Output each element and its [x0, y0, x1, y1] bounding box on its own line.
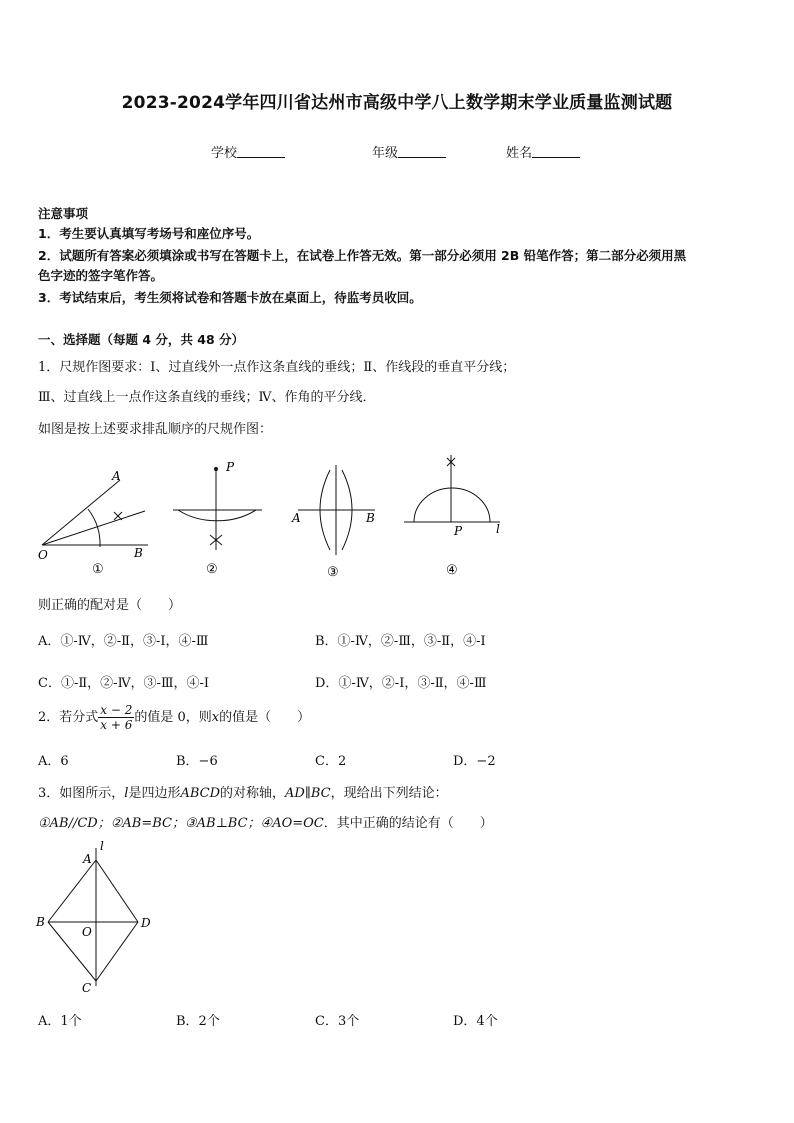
q2-var: x	[211, 710, 220, 725]
figure-1-angle-bisector	[42, 480, 148, 547]
bisector-ray	[42, 511, 145, 545]
fig1-number: ①	[92, 562, 104, 577]
q2-denominator: x + 6	[100, 718, 133, 732]
q3-conclusion-4: ；④AO=OC	[247, 816, 324, 831]
q3-option-a[interactable]: A．1个	[38, 1014, 82, 1029]
figure-2-perpendicular-external	[173, 469, 262, 550]
q3-option-d[interactable]: D．4个	[453, 1014, 498, 1029]
kite-label-c: C	[82, 981, 92, 995]
notes-heading: 注意事项	[38, 206, 89, 221]
semicircle-arc	[414, 488, 490, 522]
q2-option-a[interactable]: A．6	[38, 754, 69, 769]
q3-line2-suffix: ．其中正确的结论有（ ）	[323, 816, 493, 831]
q2-option-c[interactable]: C．2	[315, 754, 347, 769]
q3-line2	[38, 812, 493, 831]
fig4-label-p: P	[454, 524, 463, 538]
figure-4-perpendicular-on-line	[404, 455, 500, 522]
q1-line1: 1．尺规作图要求：Ⅰ、过直线外一点作这条直线的垂线；Ⅱ、作线段的垂直平分线；	[38, 360, 516, 375]
fig1-label-a: A	[112, 469, 121, 483]
fig1-label-o: O	[38, 548, 48, 562]
q1-question: 则正确的配对是（ ）	[38, 598, 182, 613]
name-field[interactable]	[506, 142, 580, 161]
note-item-3: 3．考试结束后，考生须将试卷和答题卡放在桌面上，待监考员收回。	[38, 290, 422, 305]
fig4-label-l: l	[496, 522, 500, 536]
q2-suffix: 的值是（ ）	[219, 710, 311, 725]
q2-mid: 的值是 0，则	[134, 710, 212, 725]
side-ad	[96, 860, 138, 922]
note-item-2: 2．试题所有答案必须填涂或书写在答题卡上，在试卷上作答无效。第一部分必须用 2B 铅笔作答；第二部分必须用黑	[38, 248, 687, 263]
q3-option-c[interactable]: C．3个	[315, 1014, 360, 1029]
q3-option-b[interactable]: B．2个	[176, 1014, 220, 1029]
q1-line2: Ⅲ、过直线上一点作这条直线的垂线；Ⅳ、作角的平分线．	[38, 390, 376, 405]
grade-field[interactable]	[372, 142, 446, 161]
section-heading: 一、选择题（每题 4 分，共 48 分）	[38, 332, 245, 347]
q2-numerator: x − 2	[100, 703, 133, 717]
grade-blank[interactable]	[398, 145, 446, 158]
fig1-label-b: B	[134, 546, 143, 560]
ray-oa	[42, 480, 120, 545]
figure-3-perpendicular-bisector	[298, 465, 375, 555]
page-title: 2023-2024学年四川省达州市高级中学八上数学期末学业质量监测试题	[121, 93, 673, 113]
q3-adbc: AD∥BC	[285, 786, 331, 801]
arc-lower	[178, 510, 256, 521]
q3-line1	[38, 782, 448, 801]
q3-l: l	[124, 786, 129, 801]
q2-stem	[38, 703, 310, 732]
grade-label: 年级	[372, 146, 399, 161]
fig2-point-p	[214, 467, 218, 471]
q1-option-b[interactable]: B．①-Ⅳ，②-Ⅲ，③-Ⅱ，④-Ⅰ	[315, 634, 486, 649]
q3-abcd: ABCD	[180, 786, 221, 801]
q2-option-d[interactable]: D．−2	[453, 754, 496, 769]
q3-kite-figure	[30, 838, 170, 998]
fig4-number: ④	[446, 563, 458, 578]
q3-conclusion-2: ；②AB=BC	[97, 816, 172, 831]
q3-suffix: ，现给出下列结论：	[330, 786, 448, 801]
q1-option-a[interactable]: A．①-Ⅳ，②-Ⅱ，③-Ⅰ，④-Ⅲ	[38, 634, 209, 649]
kite-label-a: A	[83, 852, 92, 866]
side-ab	[48, 860, 96, 922]
kite-label-o: O	[82, 925, 92, 939]
fig3-label-b: B	[366, 511, 375, 525]
name-blank[interactable]	[532, 145, 580, 158]
q3-mid: 是四边形	[128, 786, 181, 801]
school-field[interactable]	[211, 142, 285, 161]
fig2-label-p: P	[226, 460, 235, 474]
fig3-number: ③	[327, 565, 339, 580]
q3-prefix: 3．如图所示，	[38, 786, 125, 801]
note-item-1: 1．考生要认真填写考场号和座位序号。	[38, 226, 260, 241]
fig3-label-a: A	[292, 511, 301, 525]
name-label: 姓名	[506, 146, 533, 161]
q2-fraction	[98, 703, 134, 732]
fig2-number: ②	[206, 562, 218, 577]
q1-option-d[interactable]: D．①-Ⅳ，②-Ⅰ，③-Ⅱ，④-Ⅲ	[315, 676, 487, 691]
q3-mid2: 的对称轴，	[220, 786, 286, 801]
q1-option-c[interactable]: C．①-Ⅱ，②-Ⅳ，③-Ⅲ，④-Ⅰ	[38, 676, 210, 691]
q3-conclusion-1: ①AB//CD	[38, 816, 98, 831]
q2-prefix: 2．若分式	[38, 710, 99, 725]
kite-label-b: B	[36, 915, 45, 929]
note-item-2-cont: 色字迹的签字笔作答。	[38, 268, 164, 283]
q3-conclusion-3: ；③AB⊥BC	[171, 816, 248, 831]
q2-option-b[interactable]: B．−6	[176, 754, 218, 769]
kite-label-l: l	[100, 839, 104, 853]
q1-figures	[30, 455, 550, 585]
kite-label-d: D	[141, 916, 151, 930]
school-label: 学校	[211, 146, 238, 161]
school-blank[interactable]	[237, 145, 285, 158]
q1-line3: 如图是按上述要求排乱顺序的尺规作图：	[38, 422, 273, 437]
side-dc	[96, 922, 138, 981]
